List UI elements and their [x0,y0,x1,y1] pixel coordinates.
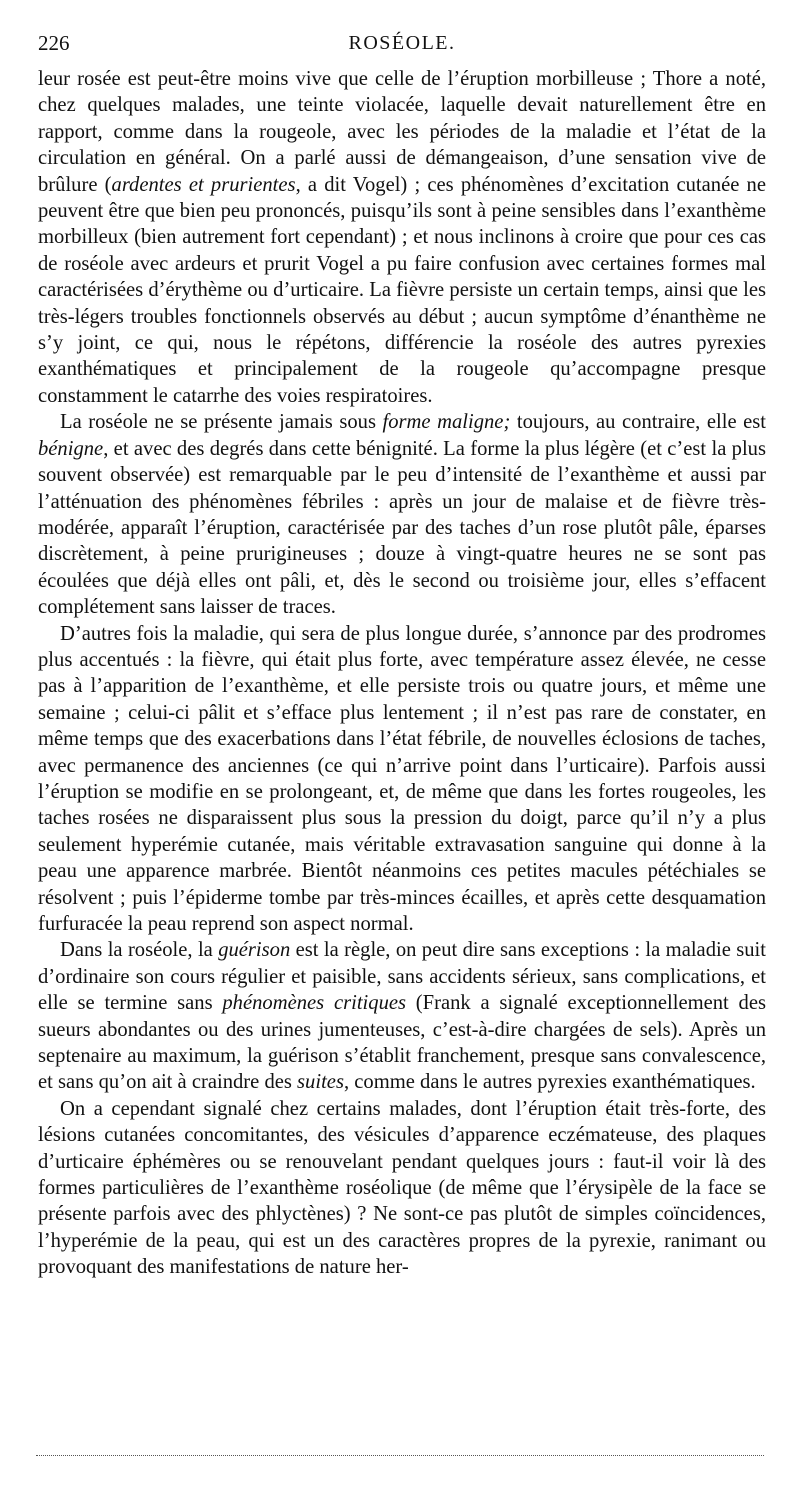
paragraph [38,937,766,1095]
text-run: D’autres fois la maladie, qui sera de plus longue durée, s’annonce par des prodromes plus accentués : la fièvre, qui était plus forte, avec température assez élevée, ne cesse pas à l’apparition de l’exanthème, et elle persiste trois ou quatre jours, et même une semaine ; celui-ci pâlit et s’efface plus lentement ; il n’est pas rare de constater, en même temps que des exacerbations dans l’état fébrile, de nouvelles éclosions de taches, avec permanence des anciennes (ce qui n’arrive point dans l’urticaire). Parfois aussi l’éruption se modifie en se prolongeant, et, de même que dans les fortes rougeoles, les taches rosées ne disparaissent plus sous la pression du doigt, parce qu’il n’y a plus seulement hyperémie cutanée, mais véritable extravasation sanguine qui donne à la peau une apparence marbrée. Bientôt néanmoins ces petites macules pétéchiales se résolvent ; puis l’épiderme tombe par très-minces écailles, et après cette desquamation furfuracée la peau reprend son aspect normal. [38,622,766,935]
italic-term: forme maligne; [382,411,511,434]
text-run: , comme dans le autres pyrexies exanthématiques. [343,1071,756,1094]
page-number: 226 [38,31,70,55]
italic-term: suites [297,1071,344,1094]
paragraph [38,621,766,938]
text-run: leur rosée est peut-être moins vive que celle de l’éruption morbilleuse ; Thore a noté, chez quelques malades, une teinte violacée, laquelle devait naturellement être en rapport, comme dans la rougeole, avec les périodes de la maladie et l’état de la circulation en général. On a parlé aussi de démangeaison, d’une sensation vive de brûlure ( [38,68,766,196]
paragraph [38,409,766,620]
text-run: toujours, au contraire, elle est [510,411,766,434]
italic-term: bénigne [38,437,104,460]
paragraph [38,1096,766,1281]
italic-term: ardentes et prurientes [111,173,296,196]
italic-term: guérison [218,939,291,962]
text-run: est la règle, on peut dire sans exceptions : la maladie suit d’ordinaire son cours régulier et paisible, sans accidents sérieux, sans complications, et elle se termine sans [38,939,766,1015]
footer-dotted-rule [36,1455,764,1456]
text-run: (Frank a signalé exceptionnellement des sueurs abondantes ou des urines jumenteuses, c’est-à-dire chargées de sels). Après un septenaire au maximum, la guérison s’établit franchement, presque sans convalescence, et sans qu’on ait à craindre des [38,992,766,1094]
running-title: ROSÉOLE. [348,32,456,54]
text-run: Dans la roséole, la [60,939,219,962]
text-run: La roséole ne se présente jamais sous [60,411,383,434]
page-header [38,30,766,66]
document-page [38,30,766,1281]
paragraph [38,66,766,409]
body-text [38,66,766,1281]
text-run: On a cependant signalé chez certains malades, dont l’éruption était très-forte, des lésions cutanées concomitantes, des vésicules d’apparence eczémateuse, des plaques d’urticaire éphémères ou se renouvelant pendant quelques jours : faut-il voir là des formes particulières de l’exanthème roséolique (de même que l’érysipèle de la face se présente parfois avec des phlyctènes) ? Ne sont-ce pas plutôt de simples coïncidences, l’hyperémie de la peau, qui est un des caractères propres de la pyrexie, ranimant ou provoquant des manifestations de nature her- [38,1097,766,1279]
text-run: , a dit Vogel) ; ces phénomènes d’excitation cutanée ne peuvent être que bien peu prononcés, puisqu’ils sont à peine sensibles dans l’exanthème morbilleux (bien autrement fort cependant) ; et nous inclinons à croire que pour ces cas de roséole avec ardeurs et prurit Vogel a pu faire confusion avec certaines formes mal caractérisées d’érythème ou d’urticaire. La fièvre persiste un certain temps, ainsi que les très-légers troubles fonctionnels observés au début ; aucun symptôme d’énanthème ne s’y joint, ce qui, nous le répétons, différencie la roséole des autres pyrexies exanthématiques et principalement de la rougeole qu’accompagne presque constamment le catarrhe des voies respiratoires. [38,173,766,407]
italic-term: phénomènes critiques [222,992,407,1015]
text-run: , et avec des degrés dans cette bénignité. La forme la plus légère (et c’est la plus souvent observée) est remarquable par le peu d’intensité de l’exanthème et aussi par l’atténuation des phénomènes fébriles : après un jour de malaise et de fièvre très-modérée, apparaît l’éruption, caractérisée par des taches d’un rose plutôt pâle, éparses discrètement, à peine prurigineuses ; douze à vingt-quatre heures ne se sont pas écoulées que déjà elles ont pâli, et, dès le second ou troisième jour, elles s’effacent complétement sans laisser de traces. [38,437,766,619]
